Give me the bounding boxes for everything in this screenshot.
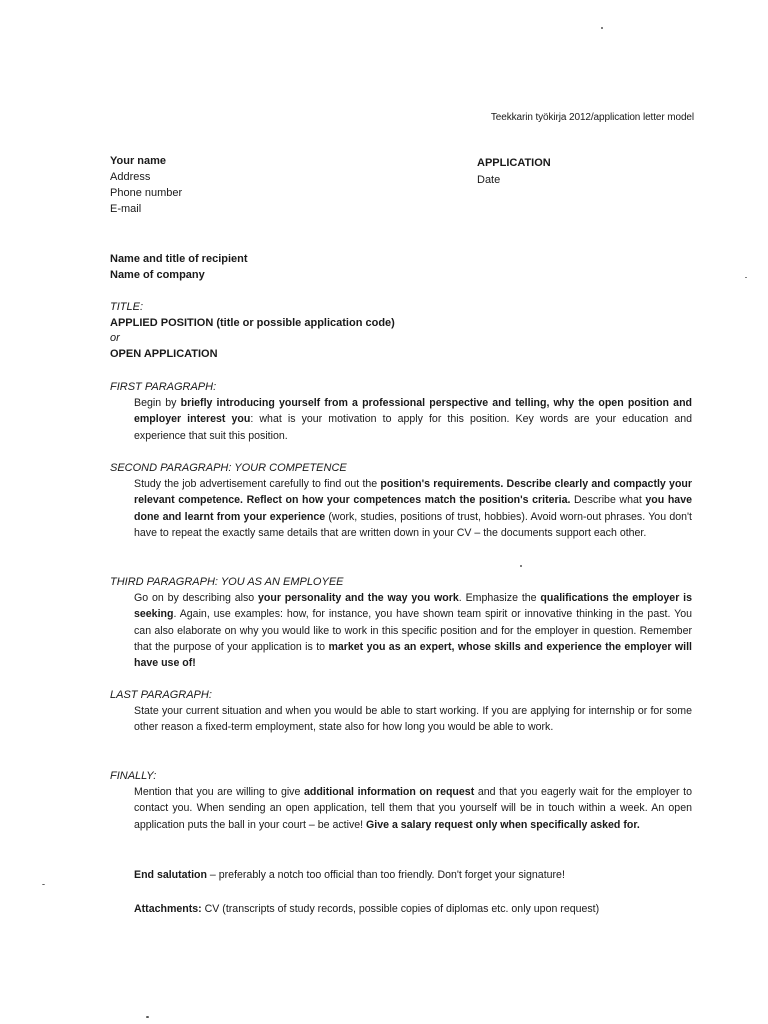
section-last-paragraph [110,687,692,736]
attachments-line [134,901,694,917]
section-heading: THIRD PARAGRAPH: YOU AS AN EMPLOYEE [110,576,344,588]
text-run: (work, studies, positions of trust, hobbies). Avoid worn-out phrases. You don't have to repeat the exactly same details that are written down in your CV – the documents support each other. [134,510,692,539]
application-date: Date [477,174,501,186]
end-salutation-label: End salutation [134,869,207,881]
title-label: TITLE: [110,301,144,313]
text-run: . Emphasize the [458,592,541,604]
bold-run: qualifications the employer is seeking [134,592,692,621]
text-run: Begin by [134,397,181,409]
text-run: Go on by describing also [134,592,258,604]
section-body [134,395,692,444]
bold-run: briefly introducing yourself from a professional perspective and telling, why the open position and employer interest you [134,397,693,426]
bold-run: additional information on request [303,786,475,798]
section-heading: SECOND PARAGRAPH: YOUR COMPETENCE [110,462,347,474]
bold-run: market you as an expert, whose skills and experience the employer will have use of! [134,640,692,670]
section-first-paragraph [110,379,692,444]
text-run: Study the job advertisement carefully to find out the [134,478,381,490]
application-block [477,155,551,189]
section-third-paragraph [110,574,692,671]
or-label: or [110,332,120,344]
title-block [110,300,395,362]
section-second-paragraph [110,460,692,541]
bold-run: your personality and the way you work [258,592,459,604]
section-heading: FIRST PARAGRAPH: [110,381,217,393]
text-run: . Again, use examples: how, for instance, you have shown team spirit or innovative thinking in the past. You can also elaborate on why you would like to work in this specific position and for the employer in question. Remember that the purpose of your application is to [134,608,692,653]
section-heading: FINALLY: [110,770,157,782]
end-salutation-line [134,867,694,883]
sender-block [110,153,182,217]
bold-run: you have done and learnt from your experience [134,494,692,523]
scan-speck [42,884,45,885]
scan-speck [745,277,747,278]
open-application: OPEN APPLICATION [110,347,218,360]
text-run: : what is your motivation to apply for this position. Key words are your education and experience that suit this position. [134,413,692,442]
end-salutation-text: – preferably a notch too official than too friendly. Don't forget your signature! [206,869,565,881]
attachments-text: CV (transcripts of study records, possible copies of diplomas etc. only upon request) [201,903,600,915]
header-note: Teekkarin työkirja 2012/application letter model [490,112,694,123]
scan-speck [520,565,522,567]
bold-run: position's requirements. Describe clearly and compactly your relevant competence. Reflect on how your competences match the position's criteria. [134,478,693,507]
section-body [134,476,692,541]
recipient-company: Name of company [110,269,205,281]
application-label: APPLICATION [477,157,551,169]
section-body [134,590,692,671]
text-run: Mention that you are willing to give [134,786,304,798]
section-body [134,784,692,833]
sender-phone: Phone number [110,187,183,199]
section-heading: LAST PARAGRAPH: [110,689,212,701]
recipient-block [110,251,248,283]
recipient-name-title: Name and title of recipient [110,253,248,265]
text-run: and that you eagerly wait for the employer to contact you. When sending an open application, tell them that you yourself will be in touch within a week. An open application puts the ball in your court – be active! [134,786,693,831]
section-body: State your current situation and when you would be able to start working. If you are applying for internship or for some other reason a fixed-term employment, state also for how long you would be able to work. [134,705,692,734]
bold-run: Give a salary request only when specifically asked for. [366,818,640,831]
attachments-label: Attachments: [134,903,202,915]
scan-speck [601,27,603,29]
sender-name: Your name [110,155,167,167]
sender-address: Address [110,171,151,183]
sender-email: E-mail [110,203,142,215]
applied-position: APPLIED POSITION (title or possible application code) [110,316,395,329]
text-run: Describe what [570,494,646,507]
scan-speck [146,1016,149,1018]
section-finally [110,768,692,833]
